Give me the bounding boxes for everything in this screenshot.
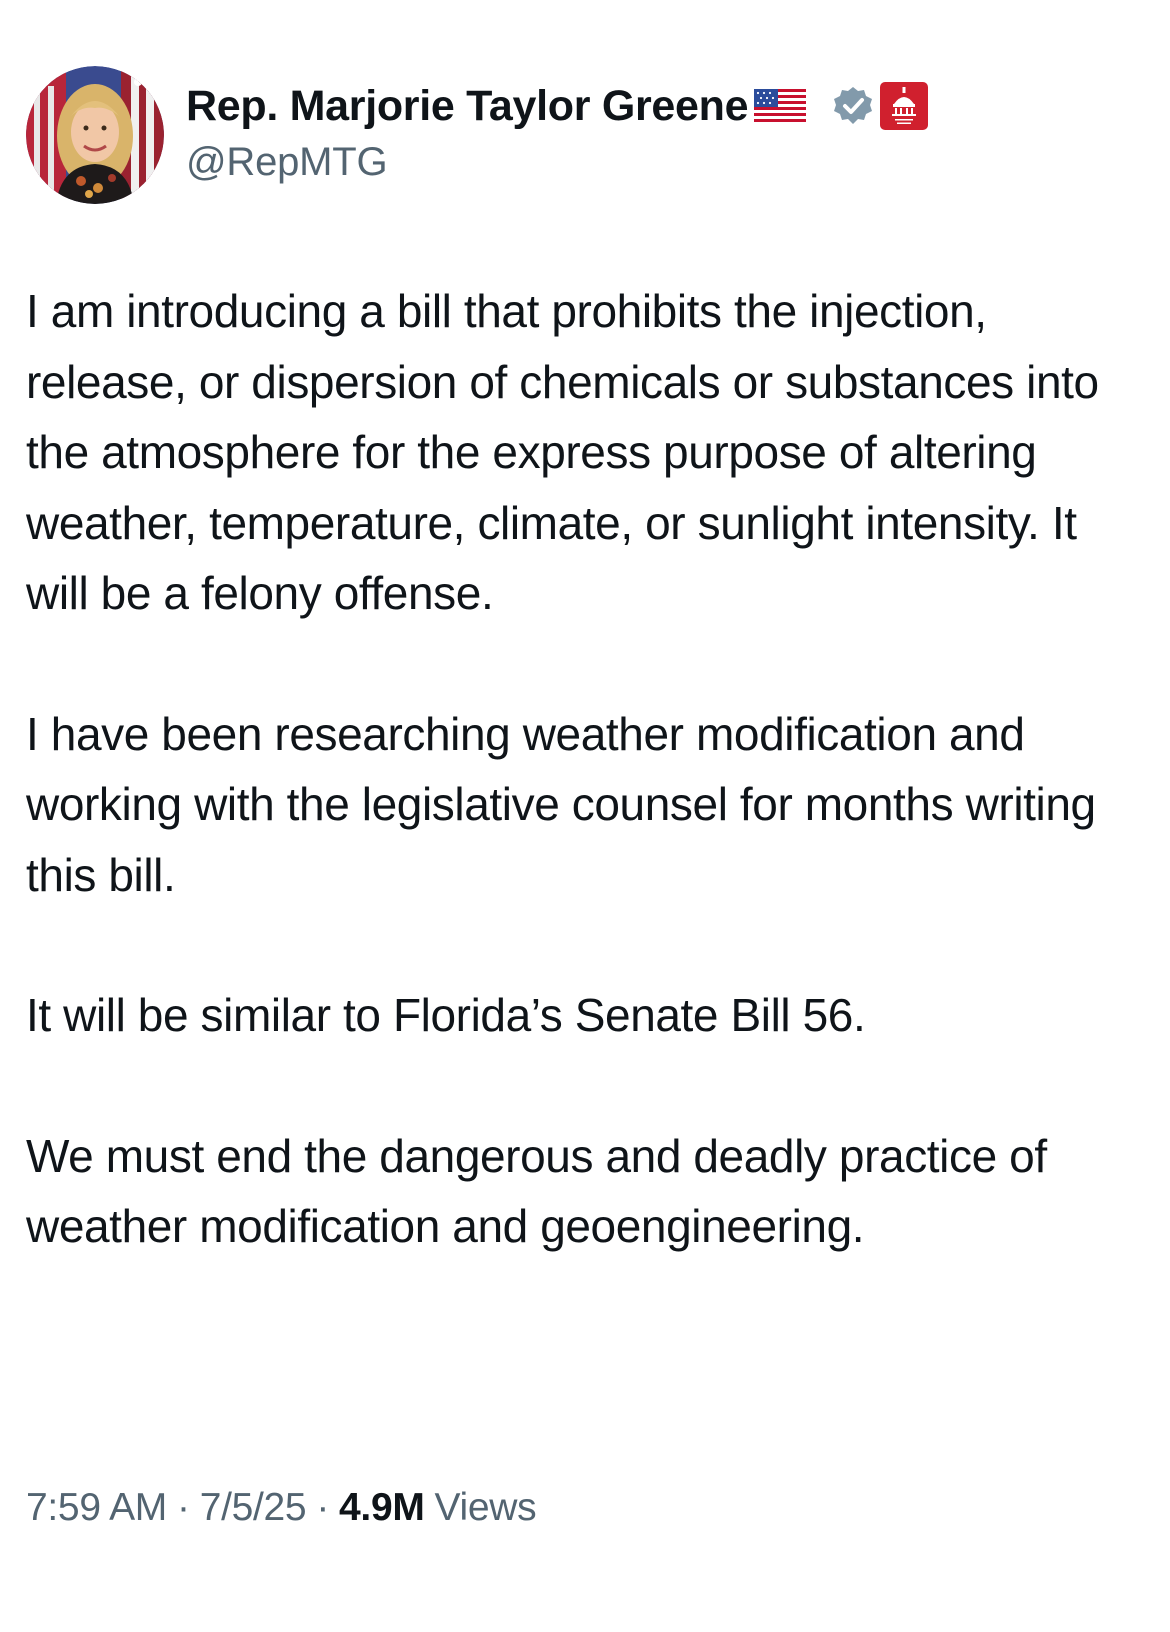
tweet-paragraph: We must end the dangerous and deadly practice of weather modification and geoengineering. [26,1129,1047,1252]
handle[interactable]: @RepMTG [186,140,388,184]
tweet-text [26,276,1136,1332]
meta-separator: · [316,1486,330,1529]
tweet-paragraph: I have been researching weather modification and working with the legislative counsel for months writing this bill. [26,707,1096,901]
meta-separator: · [177,1486,190,1529]
tweet-meta [26,1480,536,1536]
name-row [186,76,1006,136]
house-gop-badge-icon[interactable] [880,82,928,130]
tweet-paragraph: I am introducing a bill that prohibits the injection, release, or dispersion of chemicals or substances into the atmosphere for the express purpose of altering weather, temperature, climate, or sunlight intensity. It will be a felony offense. [26,285,1099,619]
tweet-paragraph: It will be similar to Florida’s Senate Bill 56. [26,989,866,1041]
views-label: Views [434,1486,537,1529]
us-flag-icon [754,89,806,123]
avatar[interactable] [26,66,164,204]
views-count: 4.9M [339,1486,425,1529]
verified-badge-icon[interactable] [832,85,874,127]
timestamp-date[interactable]: 7/5/25 [199,1486,307,1529]
display-name[interactable]: Rep. Marjorie Taylor Greene [186,81,749,130]
author-names [186,76,1006,185]
timestamp-time[interactable]: 7:59 AM [26,1486,167,1529]
